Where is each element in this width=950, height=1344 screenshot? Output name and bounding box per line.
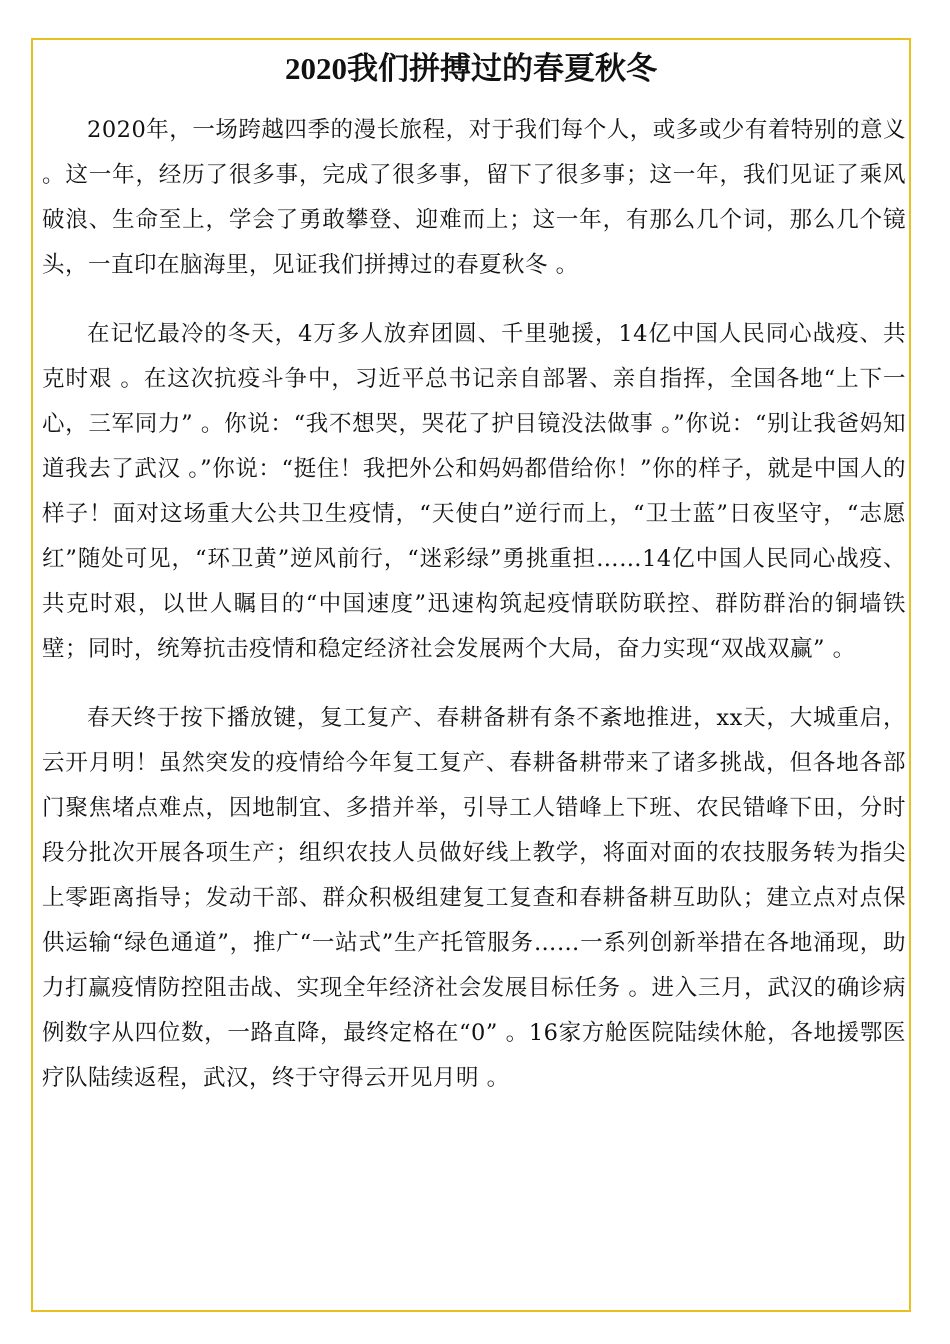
paragraph-1: 2020年，一场跨越四季的漫长旅程，对于我们每个人，或多或少有着特别的意义 。这一年，经历了很多事，完成了很多事，留下了很多事；这一年，我们见证了乘风破浪、生命至上，学会了勇敢攀登、迎难而上；这一年，有那么几个词，那么几个镜头，一直印在脑海里，见证我们拼搏过的春夏秋冬 。 bbox=[42, 117, 906, 278]
paragraph-3: 春天终于按下播放键，复工复产、春耕备耕有条不紊地推进，xx天，大城重启，云开月明！虽然突发的疫情给今年复工复产、春耕备耕带来了诸多挑战，但各地各部门聚焦堵点难点，因地制宜、多措并举，引导工人错峰上下班、农民错峰下田，分时段分批次开展各项生产；组织农技人员做好线上教学，将面对面的农技服务转为指尖上零距离指导；发动干部、群众积极组建复工复查和春耕备耕互助队；建立点对点保供运输“绿色通道”，推广“一站式”生产托管服务……一系列创新举措在各地涌现，助力打赢疫情防控阻击战、实现全年经济社会发展目标任务 。进入三月，武汉的确诊病例数字从四位数，一路直降，最终定格在“0” 。16家方舱医院陆续休舱，各地援鄂医疗队陆续返程，武汉，终于守得云开见月明 。 bbox=[42, 705, 906, 1091]
document-title: 2020我们拼搏过的春夏秋冬 bbox=[285, 51, 657, 86]
document-body bbox=[42, 108, 906, 1125]
paragraph-2: 在记忆最冷的冬天，4万多人放弃团圆、千里驰援，14亿中国人民同心战疫、共克时艰 。在这次抗疫斗争中，习近平总书记亲自部署、亲自指挥，全国各地“上下一心，三军同力” 。你说：“我不想哭，哭花了护目镜没法做事 。”你说：“别让我爸妈知道我去了武汉 。”你说：“挺住！我把外公和妈妈都借给你！”你的样子，就是中国人的样子！面对这场重大公共卫生疫情，“天使白”逆行而上，“卫士蓝”日夜坚守，“志愿红”随处可见，“环卫黄”逆风前行，“迷彩绿”勇挑重担……14亿中国人民同心战疫、共克时艰，以世人瞩目的“中国速度”迅速构筑起疫情联防联控、群防群治的铜墙铁壁；同时，统筹抗击疫情和稳定经济社会发展两个大局，奋力实现“双战双赢” 。 bbox=[42, 321, 906, 662]
